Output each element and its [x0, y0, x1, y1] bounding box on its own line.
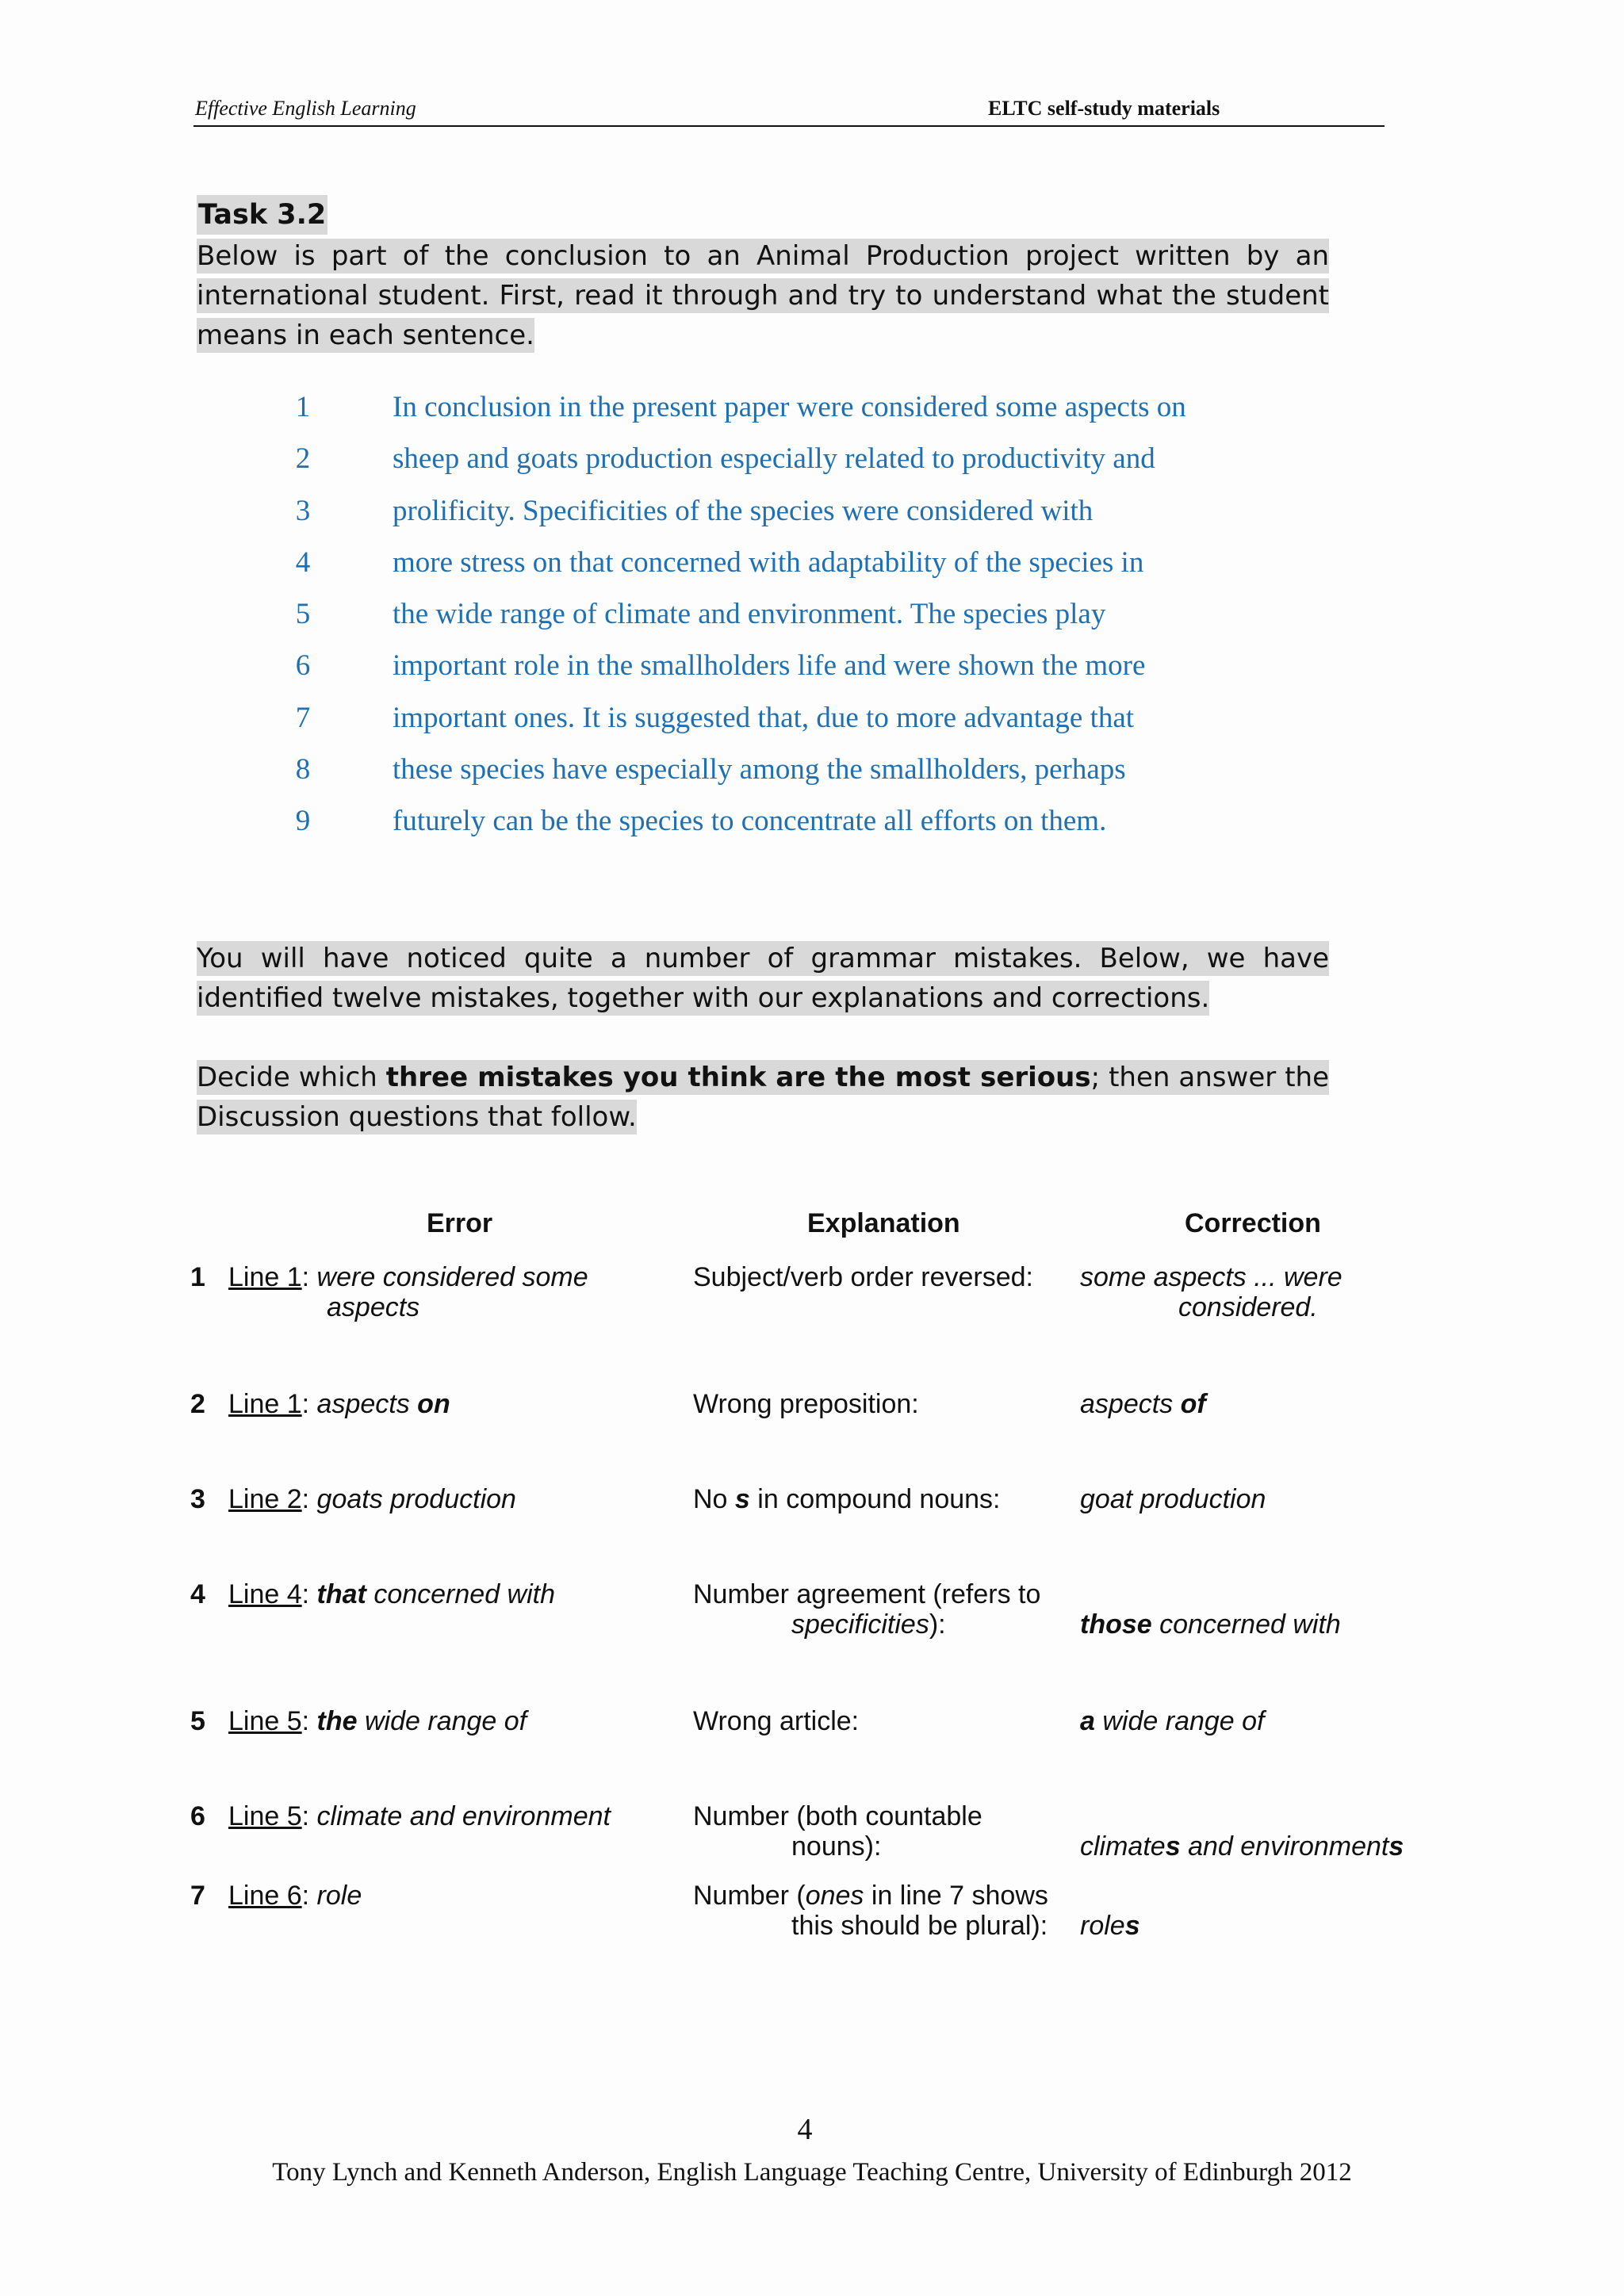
- student-line: [293, 597, 1324, 649]
- student-line: [293, 442, 1324, 493]
- line-text: In conclusion in the present paper were considered some aspects on: [393, 391, 1186, 423]
- line-number: 4: [295, 545, 311, 579]
- student-line: [293, 804, 1324, 855]
- row-error: Line 5: climate and environment: [228, 1801, 611, 1831]
- row-explanation: Wrong article:: [693, 1706, 860, 1736]
- row-number: 1: [190, 1262, 205, 1292]
- line-text: sheep and goats production especially related to productivity and: [393, 442, 1155, 476]
- task-intro-text: Below is part of the conclusion to an Animal Production project written by an international student. First, read it through and try to understand what the student means in each sentence.: [197, 240, 1329, 351]
- decide-text-after: ; then answer the Discussion questions that follow.: [197, 1062, 1330, 1133]
- row-correction: goat production: [1080, 1484, 1266, 1514]
- line-number: 3: [295, 494, 311, 527]
- decide-paragraph: [197, 1058, 1329, 1137]
- line-text: futurely can be the species to concentrate all efforts on them.: [393, 805, 1107, 838]
- header-explanation: Explanation: [807, 1208, 960, 1238]
- decide-text-bold: three mistakes you think are the most serious: [385, 1062, 1091, 1093]
- row-error: Line 1: aspects on: [228, 1389, 450, 1419]
- student-line: [293, 494, 1324, 545]
- header-correction: Correction: [1185, 1208, 1321, 1238]
- row-error: Line 2: goats production: [228, 1484, 516, 1514]
- student-line: [293, 752, 1324, 804]
- row-correction: a wide range of: [1080, 1706, 1265, 1736]
- row-number: 7: [190, 1881, 205, 1911]
- row-error: Line 4: that concerned with: [228, 1579, 556, 1609]
- notice-paragraph: [197, 939, 1329, 1018]
- row-error: Line 1: were considered some aspects: [228, 1262, 588, 1322]
- row-number: 5: [190, 1706, 205, 1736]
- decide-text-before: Decide which: [197, 1062, 386, 1093]
- line-text: more stress on that concerned with adaptability of the species in: [393, 545, 1144, 579]
- header-error: Error: [427, 1208, 493, 1238]
- row-error: Line 5: the wide range of: [228, 1706, 527, 1736]
- row-correction: roles: [1080, 1911, 1140, 1941]
- line-number: 8: [295, 753, 311, 786]
- row-number: 3: [190, 1484, 205, 1514]
- line-text: these species have especially among the smallholders, perhaps: [393, 753, 1126, 786]
- line-number: 1: [295, 391, 311, 423]
- row-number: 4: [190, 1579, 205, 1609]
- student-text: [293, 390, 1324, 856]
- row-error: Line 6: role: [228, 1881, 362, 1911]
- header-title: Effective English Learning: [195, 97, 416, 120]
- row-explanation: Number agreement (refers to specificities):: [693, 1579, 1041, 1640]
- student-line: [293, 701, 1324, 752]
- line-ref: Line 4: [228, 1579, 302, 1609]
- header-rule: [193, 125, 1385, 127]
- row-correction: some aspects ... were considered.: [1080, 1262, 1342, 1322]
- notice-text: You will have noticed quite a number of grammar mistakes. Below, we have identified twelve mistakes, together with our explanations and corrections.: [197, 943, 1329, 1014]
- header-series: ELTC self-study materials: [988, 97, 1220, 120]
- student-line: [293, 545, 1324, 597]
- row-explanation: Subject/verb order reversed:: [693, 1262, 1033, 1292]
- row-explanation: No s in compound nouns:: [693, 1484, 1001, 1514]
- line-text: prolificity. Specificities of the species were considered with: [393, 494, 1094, 527]
- task-title: Task 3.2: [197, 195, 327, 235]
- task-intro: [197, 236, 1329, 355]
- line-number: 7: [295, 701, 311, 734]
- line-number: 2: [295, 442, 311, 476]
- page-number: 4: [797, 2113, 813, 2146]
- line-ref: Line 5: [228, 1801, 302, 1831]
- row-correction: those concerned with: [1080, 1609, 1341, 1640]
- row-explanation: Wrong preposition:: [693, 1389, 919, 1419]
- line-text: important role in the smallholders life and were shown the more: [393, 649, 1146, 683]
- student-line: [293, 390, 1324, 442]
- line-number: 5: [295, 598, 311, 631]
- line-text: important ones. It is suggested that, due to more advantage that: [393, 701, 1135, 734]
- row-number: 6: [190, 1801, 205, 1831]
- line-ref: Line 5: [228, 1706, 302, 1736]
- row-explanation: Number (both countable nouns):: [693, 1801, 982, 1862]
- row-correction: climates and environments: [1080, 1831, 1404, 1862]
- line-number: 9: [295, 805, 311, 838]
- line-text: the wide range of climate and environment. The species play: [393, 598, 1106, 631]
- line-ref: Line 1: [228, 1389, 302, 1419]
- line-number: 6: [295, 649, 311, 683]
- line-ref: Line 6: [228, 1881, 302, 1911]
- row-number: 2: [190, 1389, 205, 1419]
- line-ref: Line 2: [228, 1484, 302, 1514]
- student-line: [293, 649, 1324, 700]
- row-correction: aspects of: [1080, 1389, 1206, 1419]
- footer-credit: Tony Lynch and Kenneth Anderson, English Language Teaching Centre, University of Edinburgh 2012: [272, 2158, 1352, 2187]
- row-explanation: Number (ones in line 7 shows this should be plural):: [693, 1881, 1048, 1941]
- line-ref: Line 1: [228, 1262, 302, 1292]
